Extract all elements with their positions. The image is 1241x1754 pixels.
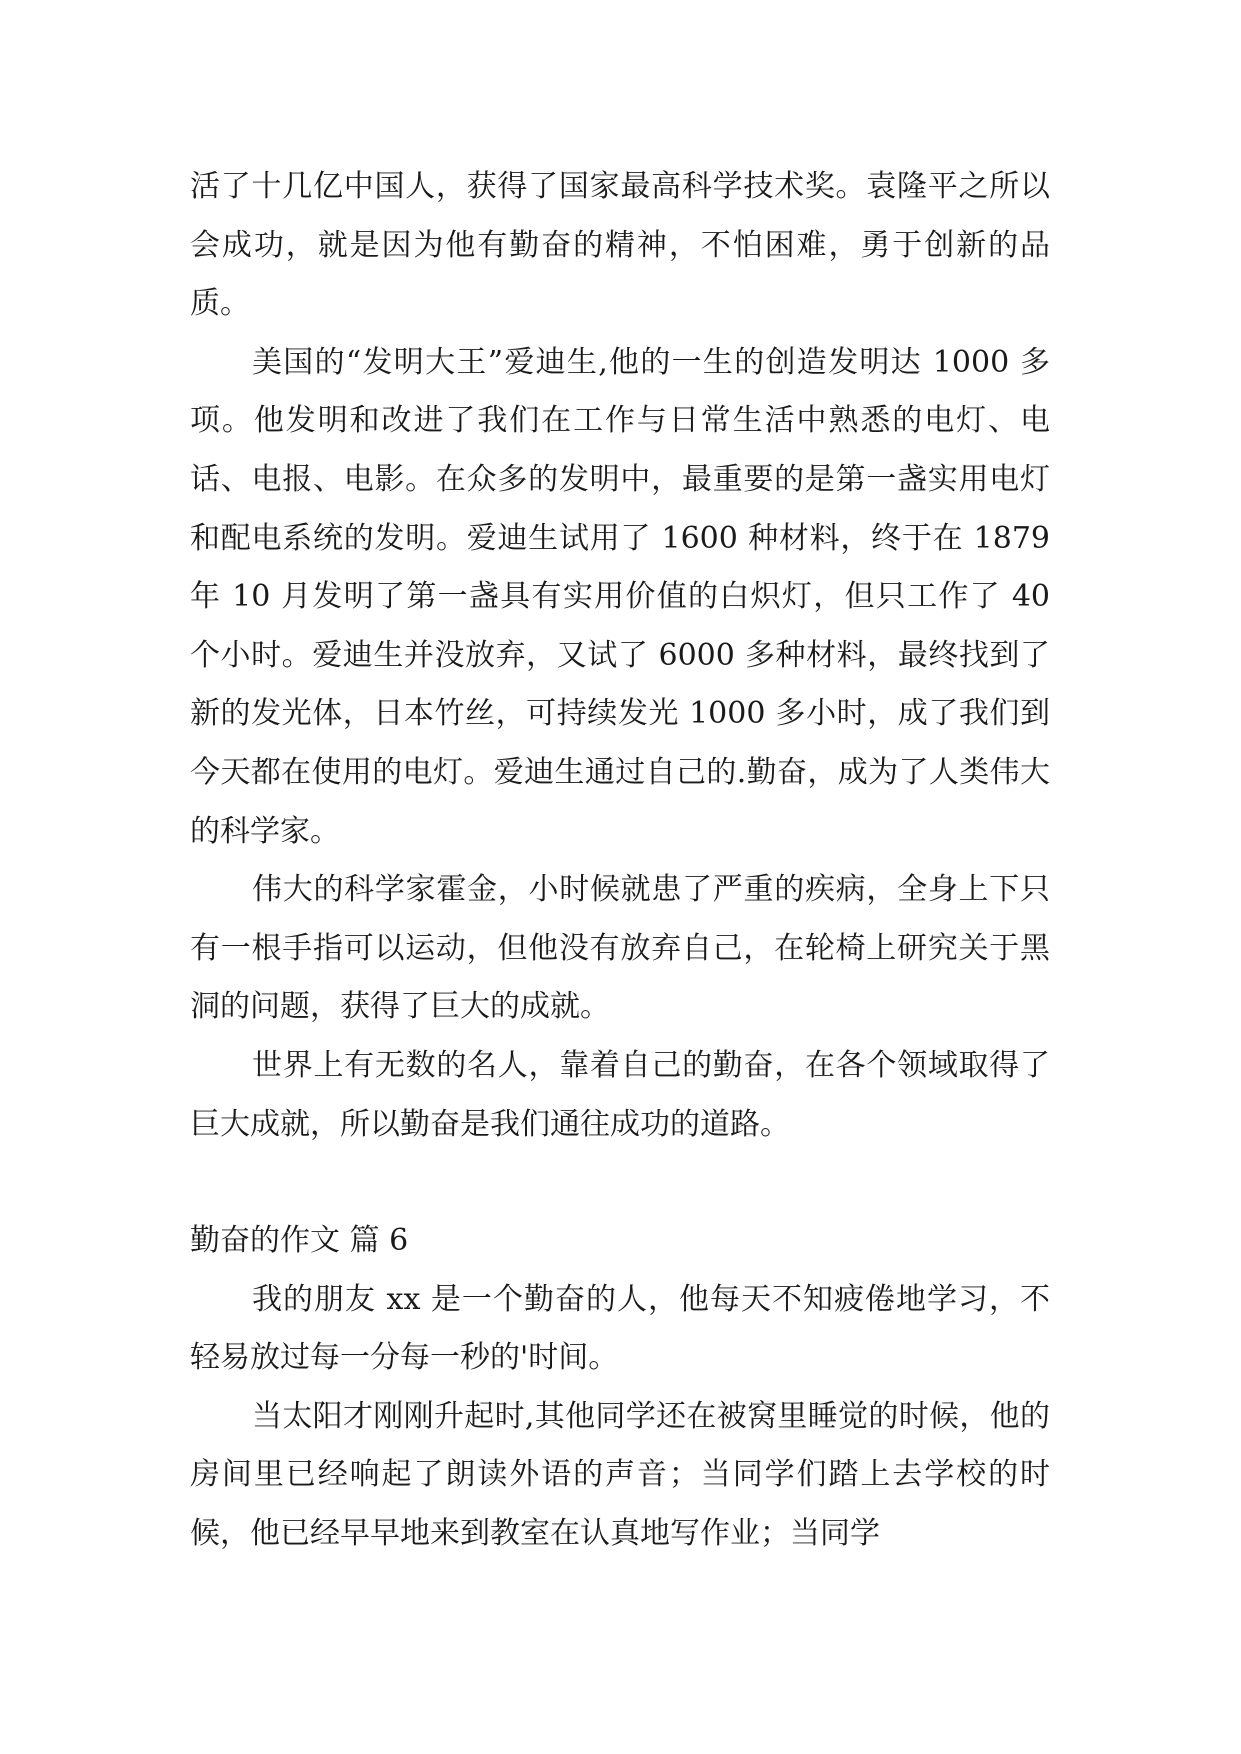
section-spacer (190, 1154, 1050, 1212)
paragraph-friend: 我的朋友 xx 是一个勤奋的人，他每天不知疲倦地学习，不轻易放过每一分每一秒的'时间。 (190, 1281, 1050, 1376)
paragraph-hawking: 伟大的科学家霍金，小时候就患了严重的疾病，全身上下只有一根手指可以运动，但他没有放弃自己，在轮椅上研究关于黑洞的问题，获得了巨大的成就。 (190, 872, 1050, 1025)
paragraph-conclusion: 世界上有无数的名人，靠着自己的勤奋，在各个领域取得了巨大成就，所以勤奋是我们通往成功的道路。 (190, 1047, 1050, 1142)
document-body (190, 158, 1050, 1564)
paragraph-morning: 当太阳才刚刚升起时,其他同学还在被窝里睡觉的时候，他的房间里已经响起了朗读外语的声音；当同学们踏上去学校的时候，他已经早早地来到教室在认真地写作业；当同学 (190, 1398, 1050, 1552)
paragraph-edison: 美国的“发明大王”爱迪生,他的一生的创造发明达 1000 多项。他发明和改进了我们在工作与日常生活中熟悉的电灯、电话、电报、电影。在众多的发明中，最重要的是第一盏实用电灯和配电系统的发明。爱迪生试用了 1600 种材料，终于在 1879 年 10 月发明了第一盏具有实用价值的白炽灯，但只工作了 40 个小时。爱迪生并没放弃，又试了 6000 多种材料，最终找到了新的发光体，日本竹丝，可持续发光 1000 多小时，成了我们到今天都在使用的电灯。爱迪生通过自己的.勤奋，成为了人类伟大的科学家。 (190, 344, 1050, 849)
paragraph-continued: 活了十几亿中国人，获得了国家最高科学技术奖。袁隆平之所以会成功，就是因为他有勤奋的精神，不怕困难，勇于创新的品质。 (190, 169, 1050, 322)
section-title: 勤奋的作文 篇 6 (190, 1223, 409, 1259)
